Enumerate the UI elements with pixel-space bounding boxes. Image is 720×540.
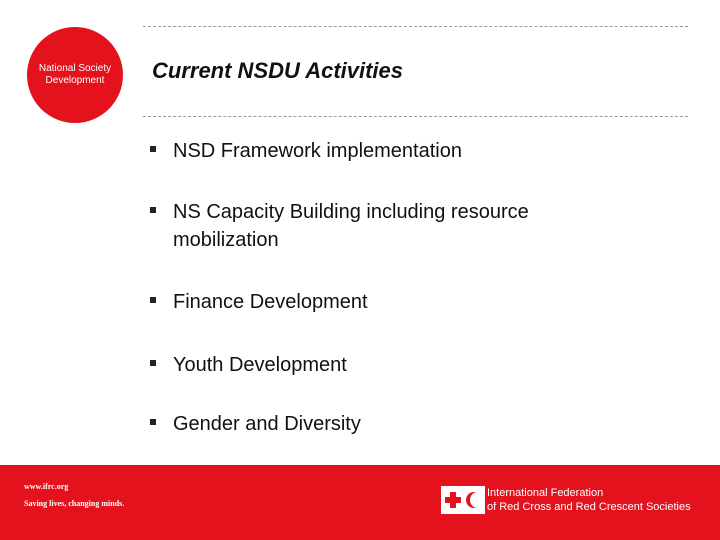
bullet-marker-icon	[150, 207, 156, 213]
bullet-item	[150, 410, 650, 438]
bullet-marker-icon	[150, 360, 156, 366]
footer-url: www.ifrc.org	[24, 482, 69, 491]
badge-label-line1: National Society	[38, 63, 112, 74]
bullet-marker-icon	[150, 297, 156, 303]
bullet-item	[150, 288, 650, 316]
bullet-text: Finance Development	[173, 291, 368, 313]
bullet-text: NS Capacity Building including resource mobilization	[173, 201, 529, 251]
bullet-text: NSD Framework implementation	[173, 140, 462, 162]
footer-tagline: Saving lives, changing minds.	[24, 499, 125, 508]
title-divider	[143, 116, 688, 117]
bullet-item	[150, 198, 650, 254]
bullet-item	[150, 137, 650, 165]
bullet-marker-icon	[150, 146, 156, 152]
bullet-text: Youth Development	[173, 354, 347, 376]
red-cross-red-crescent-emblem-icon	[441, 486, 485, 514]
footer-bar	[0, 465, 720, 540]
bullet-marker-icon	[150, 419, 156, 425]
section-badge	[27, 27, 123, 123]
slide-title: Current NSDU Activities	[152, 58, 404, 83]
badge-label-line2: Development	[45, 75, 105, 86]
top-divider	[143, 26, 688, 27]
red-cross-icon	[443, 488, 463, 512]
bullet-item	[150, 351, 650, 379]
org-name-line1: International Federation	[487, 487, 604, 499]
org-name-line2: of Red Cross and Red Crescent Societies	[487, 501, 691, 513]
red-crescent-icon	[463, 488, 483, 512]
bullet-text: Gender and Diversity	[173, 413, 361, 435]
